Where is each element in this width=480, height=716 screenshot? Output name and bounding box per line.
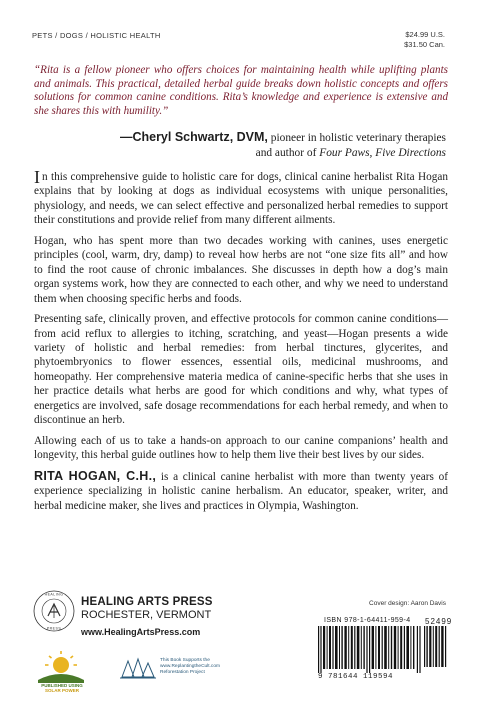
author-bio-text: is a clinical canine herbalist with more than twenty years of experience specializing in holistic canine herbalism. An educator, speaker, writer, and herbal medicine maker, she lives and practices in Olympia, Washington. [34,470,449,512]
tree-line-1: This Book Supports the [160,658,210,663]
author-bio [34,469,448,513]
category-label: PETS / DOGS / HOLISTIC HEALTH [32,31,161,40]
attribution-role: pioneer in holistic veterinary therapies [270,132,446,144]
solar-power-text [33,683,91,693]
publisher-location: ROCHESTER, VERMONT [81,609,212,621]
description-paragraph-3: Presenting safe, clinically proven, and effective protocols for common canine conditions—from acid reflux to allergies to itching, scratching, and yeast—Hogan presents a wide variety of holistic and herbal remedies: from herbal tinctures, glycerites, and phytoembryonics to flower essences, essential oils, medicinal mushrooms, and homeopathy. Her comprehensive materia medica of canine-specific herbs that she uses in her practice details what herbs are good for which conditions and why, what types of energetics are involved, safe dosage recommendations for each herbal remedy, and when to discontinue an herb. [34,313,448,427]
svg-text:PRESS: PRESS [46,626,62,631]
description-paragraph-1: In this comprehensive guide to holistic care for dogs, clinical canine herbalist Rita Hogan explains that by looking at dogs as individual ecosystems with unique personalities, physiology, and needs, we can select effective and personalized herbal remedies to support their constitutions and provide relief from many different ailments. [34,167,448,227]
price-can: $31.50 Can. [404,40,445,49]
description [34,167,449,513]
tree-line-2: www.ReplantingtheCult.com [160,664,220,669]
reforestation-tree-icon [118,655,158,681]
solar-line-1: PUBLISHED USING [41,683,83,688]
attribution-name: —Cheryl Schwartz, DVM, [119,130,268,144]
cover-design-credit: Cover design: Aaron Davis [369,600,446,607]
tree-line-3: Reforestation Project [160,670,205,675]
isbn-barcode [318,626,421,673]
solar-line-2: SOLAR POWER [44,688,79,694]
isbn-digits: 9 781644 119594 [318,673,394,681]
price-block [404,30,445,50]
publisher-name: HEALING ARTS PRESS [81,596,213,608]
description-paragraph-2: Hogan, who has spent more than two decades working with canines, uses energetic principles (cool, warm, dry, damp) to reveal how herbs are not “one size fits all” and how to find the root cause of chronic imbalances. She discusses in depth how a dog’s main organ systems work, how they are connected to each other, and why we need to understand them when choosing specific herbs and foods. [34,234,448,305]
svg-text:HEALING: HEALING [44,592,64,597]
reforestation-text [160,658,220,676]
publisher-url[interactable]: www.HealingArtsPress.com [81,627,201,637]
endorsement-quote: “Rita is a fellow pioneer who offers choices for maintaining health while uplifting plants and animals. This practical, detailed herbal guide breaks down holistic concepts and offers solutions for common canine conditions. Rita’s knowledge and experience is extensive and she shares this with humility.” [34,64,448,117]
attribution-author-prefix: and author of [255,146,317,159]
publisher-info [81,596,213,639]
attribution-book-title: Four Paws, Five Directions [319,146,446,159]
publisher-seal-logo [33,590,75,632]
price-us: $24.99 U.S. [405,30,445,39]
quote-attribution [86,130,446,160]
price-barcode [424,626,448,667]
price-code: 52499 [425,617,453,626]
isbn-label: ISBN 978-1-64411-959-4 [324,617,411,624]
description-paragraph-4: Allowing each of us to take a hands-on approach to our canine companions’ health and longevity, this herbal guide outlines how to help them live their best lives by our sides. [34,434,448,462]
author-name: RITA HOGAN, C.H., [34,468,157,483]
